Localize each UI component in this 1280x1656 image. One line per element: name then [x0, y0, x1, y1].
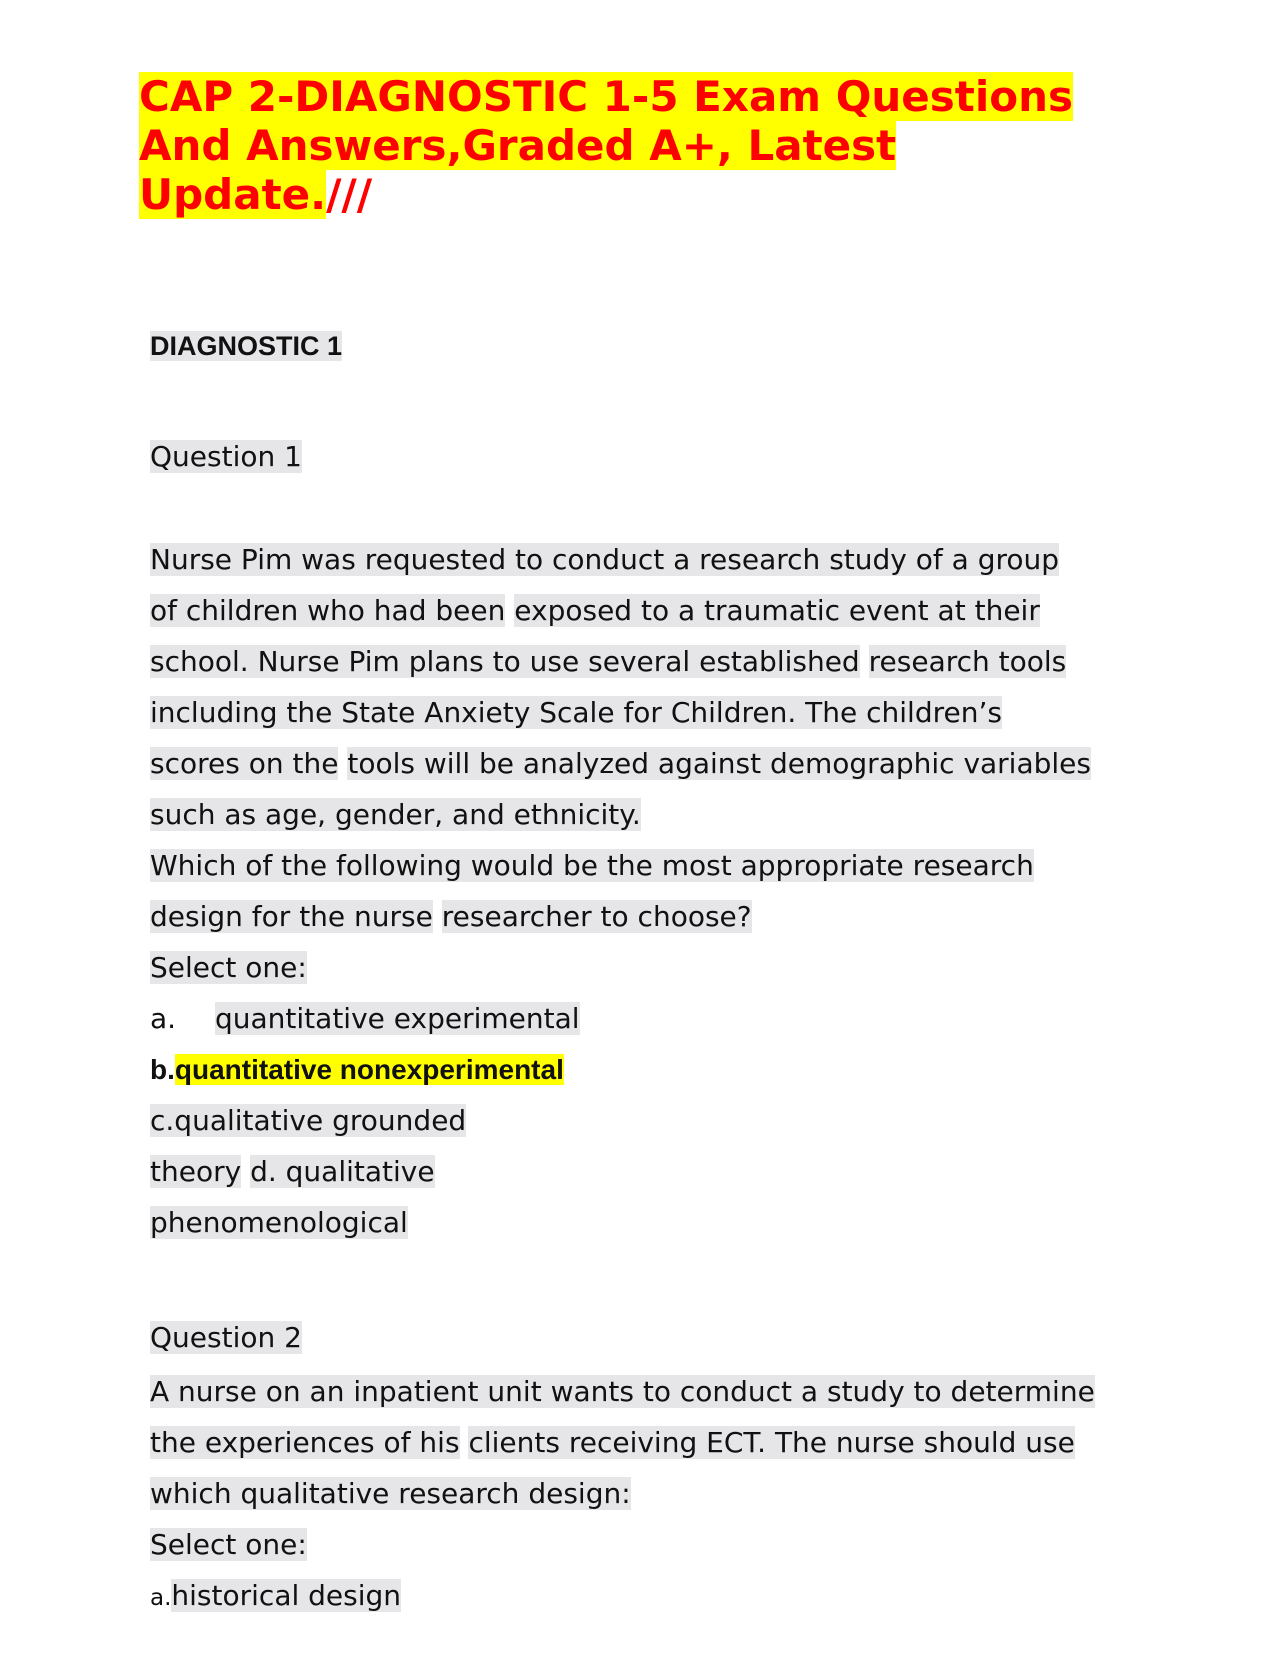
question-1-stem-line: Nurse Pim was requested to conduct a research study of a group: [150, 543, 1060, 576]
question-1-option-b-correct[interactable]: b.quantitative nonexperimental: [150, 1054, 564, 1085]
question-1-option-d-continued: phenomenological: [150, 1206, 408, 1239]
question-2-option-a[interactable]: a.historical design: [150, 1579, 402, 1612]
question-1-label: Question 1: [150, 440, 302, 473]
question-1-stem-line: scores on the tools will be analyzed against demographic variables: [150, 747, 1091, 780]
question-1-option-d[interactable]: theory d. qualitative: [150, 1155, 435, 1188]
question-2-stem-line: which qualitative research design:: [150, 1477, 631, 1510]
correct-answer-highlight: quantitative nonexperimental: [174, 1054, 564, 1085]
title-tail: ///: [326, 170, 373, 219]
question-1-stem-line: such as age, gender, and ethnicity.: [150, 798, 641, 831]
question-1-select-prompt: Select one:: [150, 951, 307, 984]
section-heading: DIAGNOSTIC 1: [150, 331, 343, 361]
question-2-select-prompt: Select one:: [150, 1528, 307, 1561]
document-title: [139, 72, 1139, 219]
question-2-label: Question 2: [150, 1321, 302, 1354]
question-1-stem-line: of children who had been exposed to a traumatic event at their: [150, 594, 1040, 627]
question-1-stem-line: school. Nurse Pim plans to use several established research tools: [150, 645, 1067, 678]
question-1-stem-line: design for the nurse researcher to choose?: [150, 900, 752, 933]
question-2-stem-line: the experiences of his clients receiving ECT. The nurse should use: [150, 1426, 1075, 1459]
question-2-body: [150, 1366, 1150, 1621]
question-2-stem-line: A nurse on an inpatient unit wants to conduct a study to determine: [150, 1375, 1095, 1408]
question-1-option-a[interactable]: a. quantitative experimental: [150, 1002, 580, 1035]
question-1-stem-line: including the State Anxiety Scale for Children. The children’s: [150, 696, 1002, 729]
question-1-option-c[interactable]: c.qualitative grounded: [150, 1104, 467, 1137]
question-1-stem-line: Which of the following would be the most appropriate research: [150, 849, 1034, 882]
title-highlighted-text: CAP 2-DIAGNOSTIC 1-5 Exam Questions And Answers,Graded A+, Latest Update.: [139, 72, 1074, 219]
question-1-body: [150, 534, 1150, 1248]
